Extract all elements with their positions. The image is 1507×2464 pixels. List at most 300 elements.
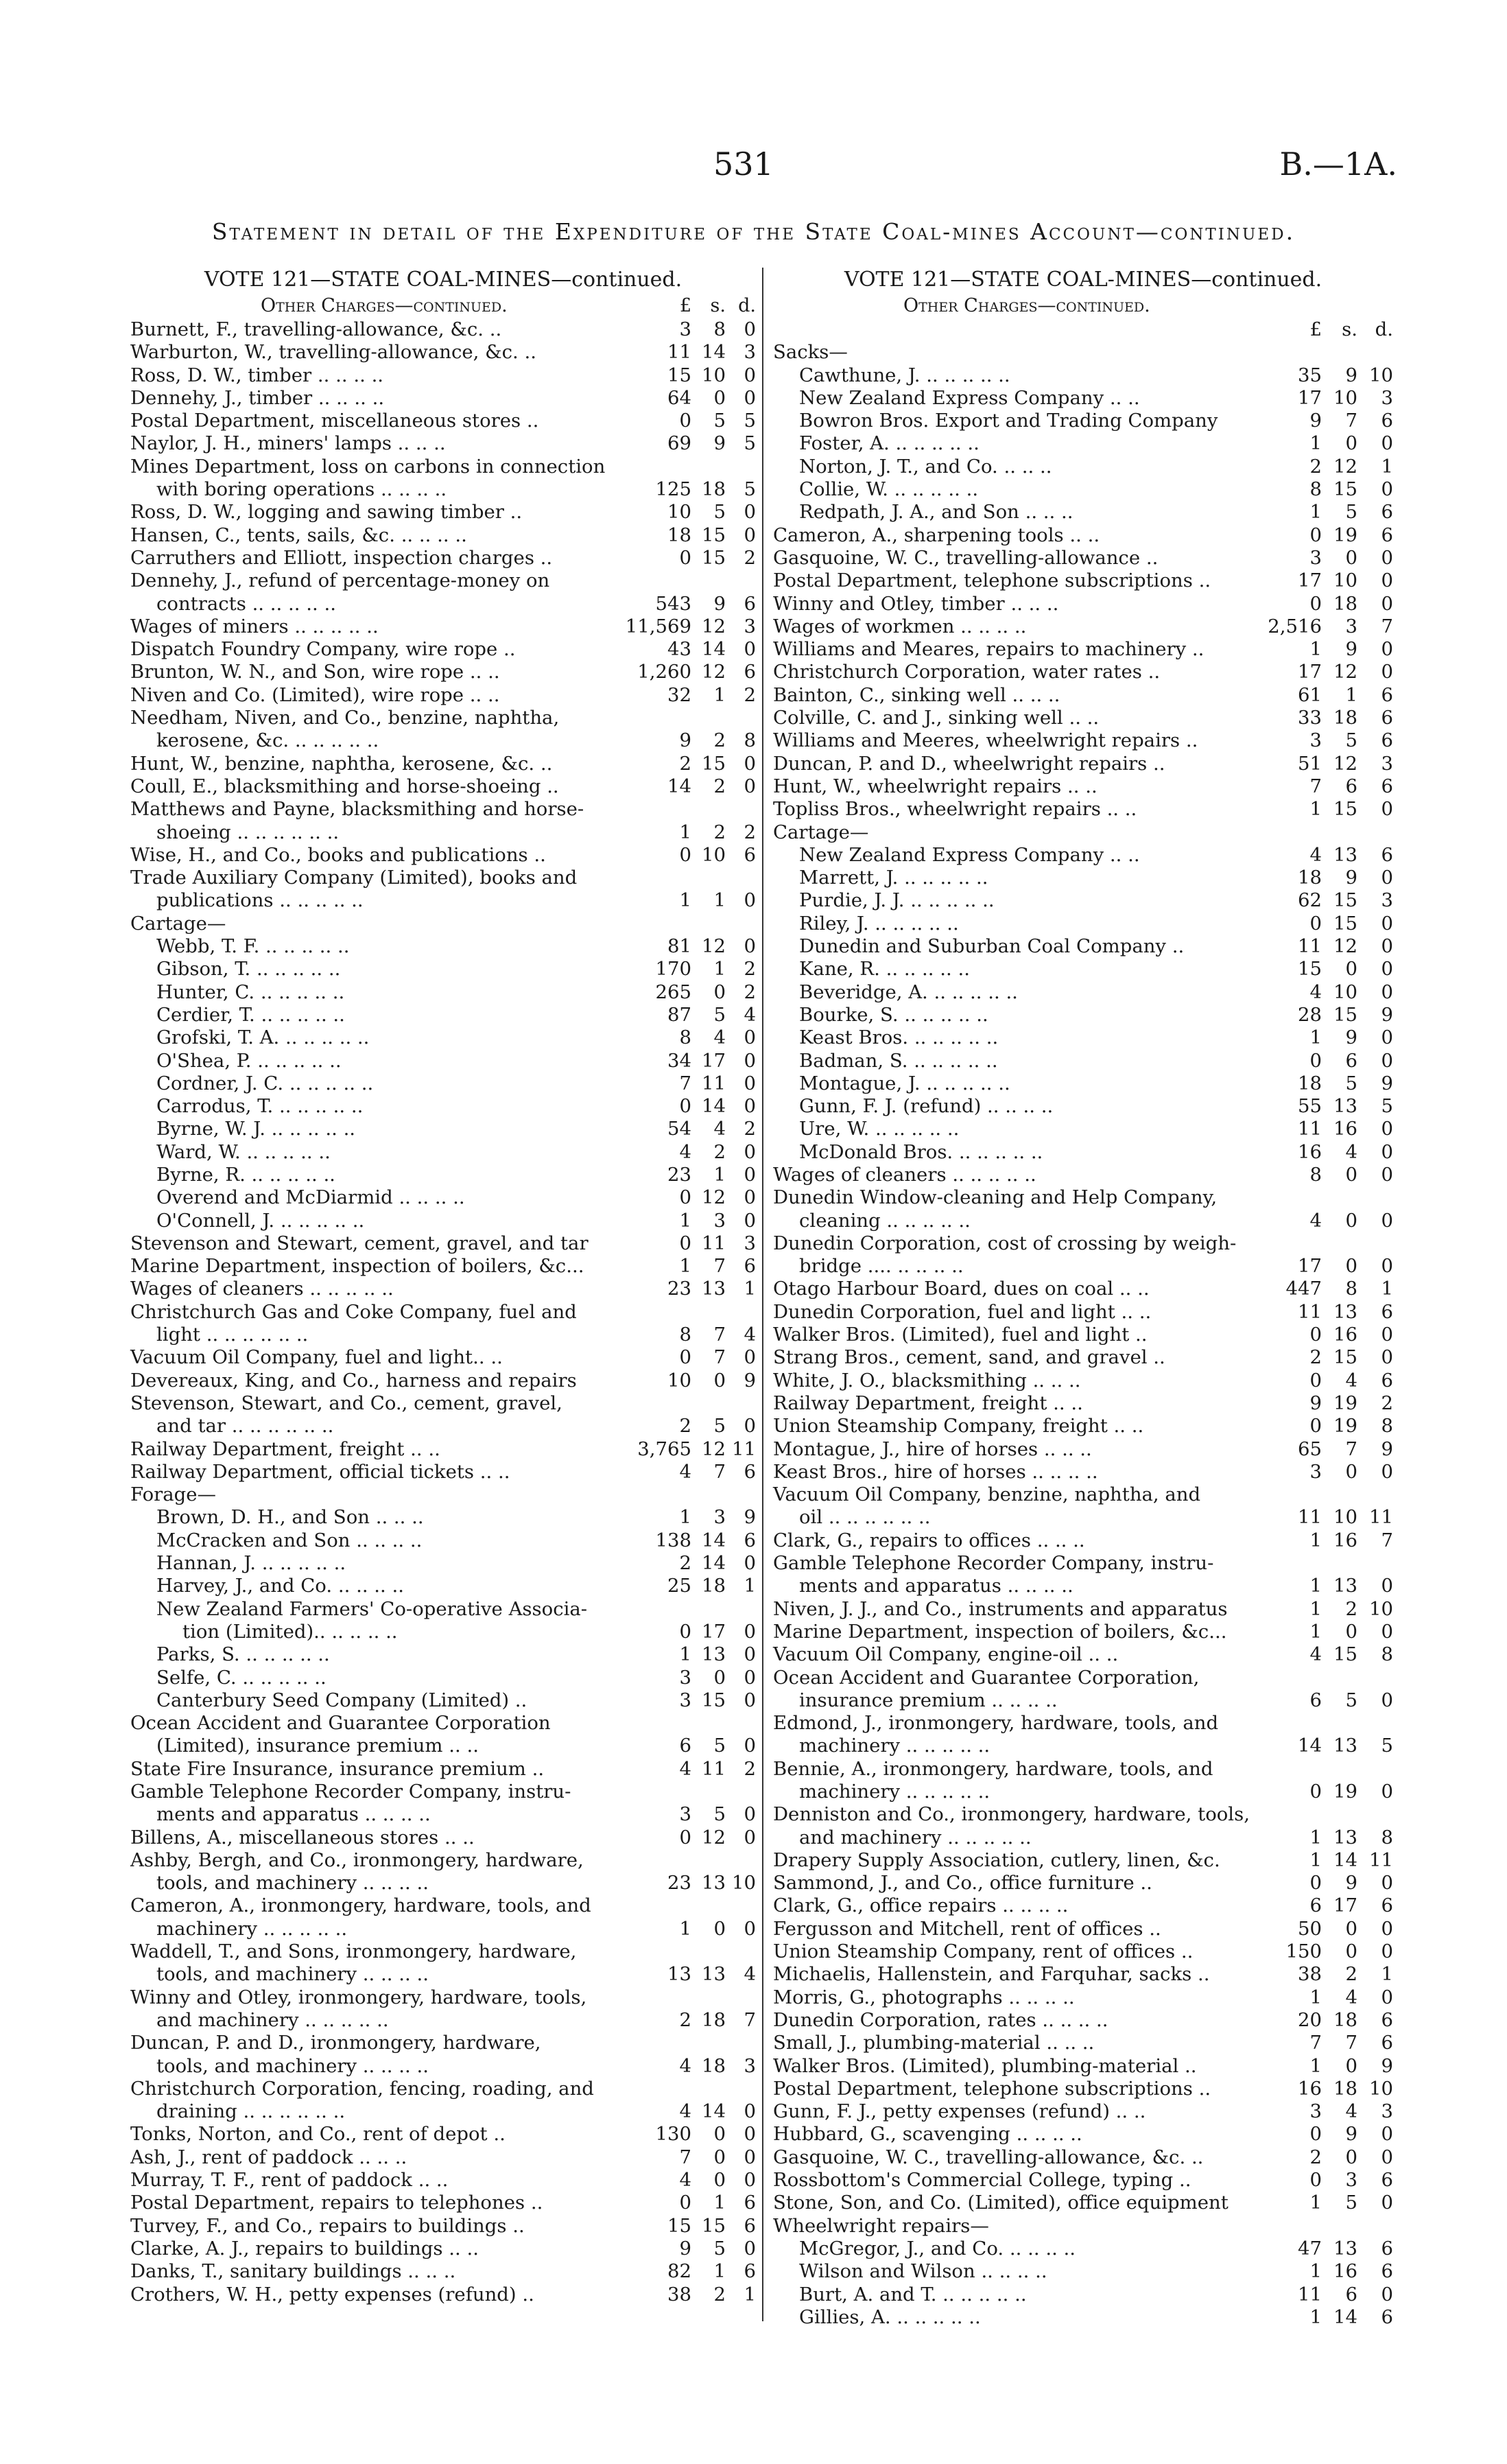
pounds-amount: 32 <box>667 683 691 706</box>
table-row <box>773 958 1393 981</box>
column-divider <box>762 268 763 2321</box>
pence-amount: 2 <box>744 981 756 1003</box>
pence-amount: 0 <box>1381 570 1393 592</box>
pounds-amount: 6 <box>1309 1894 1322 1917</box>
entry-description: Montague, J. .. .. .. .. .. <box>799 1072 1010 1094</box>
table-row <box>130 2284 756 2306</box>
pounds-amount: 265 <box>655 981 691 1003</box>
pounds-amount: 1 <box>1309 1575 1322 1597</box>
pounds-amount: 3,765 <box>637 1438 691 1460</box>
shillings-amount: 15 <box>702 546 726 569</box>
pence-amount: 0 <box>744 1620 756 1643</box>
entry-description: publications .. .. .. .. .. <box>156 889 364 912</box>
entry-description: Ocean Accident and Guarantee Corporation <box>130 1712 551 1735</box>
table-row <box>130 1346 756 1369</box>
entry-description: cleaning .. .. .. .. .. <box>799 1209 971 1232</box>
entry-description: Keast Bros., hire of horses .. .. .. .. <box>773 1460 1098 1483</box>
shillings-amount: 11 <box>702 1757 726 1780</box>
pence-amount: 5 <box>1381 1095 1393 1118</box>
pence-amount: 2 <box>1381 1392 1393 1414</box>
entry-description: Turvey, F., and Co., repairs to buildings .. <box>130 2214 525 2237</box>
pence-amount: 6 <box>744 843 756 866</box>
pounds-amount: 11 <box>1298 935 1322 958</box>
entry-description: New Zealand Express Company .. .. <box>799 386 1140 409</box>
shillings-amount: 10 <box>702 364 726 386</box>
entry-description: McDonald Bros. .. .. .. .. .. <box>799 1140 1043 1163</box>
entry-description: Gamble Telephone Recorder Company, instru- <box>773 1552 1214 1575</box>
table-row <box>773 2260 1393 2283</box>
pence-header: d. <box>738 295 756 316</box>
shillings-amount: 15 <box>702 524 726 546</box>
entry-description: Clarke, A. J., repairs to buildings .. .. <box>130 2237 479 2260</box>
entry-description: machinery .. .. .. .. .. <box>799 1735 990 1757</box>
pence-amount: 1 <box>1381 455 1393 478</box>
shillings-amount: 14 <box>702 341 726 364</box>
pence-amount: 6 <box>1381 1894 1393 1917</box>
shillings-amount: 16 <box>1333 1118 1357 1140</box>
table-row <box>130 1232 756 1255</box>
entry-description: Cartage— <box>130 912 226 935</box>
pence-amount: 9 <box>744 1369 756 1392</box>
pounds-amount: 14 <box>667 775 691 797</box>
table-row <box>773 638 1393 661</box>
shillings-amount: 12 <box>1333 455 1357 478</box>
pence-amount: 10 <box>1369 1597 1393 1620</box>
table-row <box>773 1529 1393 1552</box>
table-row <box>130 1918 756 1940</box>
shillings-amount: 4 <box>713 1118 726 1140</box>
pounds-amount: 3 <box>1309 729 1322 752</box>
pounds-amount: 4 <box>1309 843 1322 866</box>
table-row <box>130 821 756 844</box>
entry-description: Topliss Bros., wheelwright repairs .. .. <box>773 798 1137 821</box>
shillings-amount: 14 <box>702 638 726 661</box>
table-row <box>130 2032 756 2054</box>
pounds-amount: 13 <box>667 1963 691 1986</box>
pence-amount: 6 <box>1381 2260 1393 2283</box>
table-row <box>130 753 756 775</box>
table-row <box>773 2146 1393 2169</box>
table-row <box>130 889 756 912</box>
shillings-amount: 2 <box>713 821 726 843</box>
shillings-amount: 12 <box>702 615 726 637</box>
pounds-amount: 9 <box>679 729 691 752</box>
pounds-amount: 4 <box>1309 1643 1322 1666</box>
pence-amount: 6 <box>744 2214 756 2237</box>
pence-amount: 3 <box>744 1232 756 1254</box>
pounds-amount: 1 <box>1309 1620 1322 1643</box>
entry-description: Strang Bros., cement, sand, and gravel .. <box>773 1346 1165 1369</box>
table-row <box>773 1827 1393 1849</box>
table-row <box>773 501 1393 524</box>
pence-amount: 0 <box>1381 546 1393 569</box>
pounds-amount: 8 <box>679 1324 691 1346</box>
pence-amount: 0 <box>744 2123 756 2146</box>
pence-amount: 0 <box>744 501 756 524</box>
pence-amount: 0 <box>744 386 756 409</box>
pence-amount: 0 <box>744 1689 756 1711</box>
pounds-amount: 1 <box>1309 1026 1322 1049</box>
pence-amount: 1 <box>744 1575 756 1597</box>
entry-description: contracts .. .. .. .. .. <box>156 592 336 615</box>
pounds-amount: 7 <box>1309 2032 1322 2054</box>
table-row <box>130 1781 756 1803</box>
pence-amount: 0 <box>1381 2123 1393 2146</box>
table-row <box>130 1461 756 1483</box>
pence-amount: 0 <box>744 1026 756 1049</box>
entry-description: New Zealand Farmers' Co-operative Associa- <box>156 1597 588 1620</box>
pence-amount: 5 <box>1381 1735 1393 1757</box>
pence-amount: 6 <box>1381 2169 1393 2192</box>
entry-description: Vacuum Oil Company, fuel and light.. .. <box>130 1346 503 1369</box>
table-row <box>130 364 756 387</box>
pence-amount: 0 <box>1381 981 1393 1003</box>
entry-description: Small, J., plumbing-material .. .. .. <box>773 2032 1095 2054</box>
shillings-amount: 5 <box>1345 729 1357 752</box>
shillings-amount: 0 <box>713 981 726 1003</box>
shillings-amount: 7 <box>713 1255 726 1278</box>
pounds-amount: 38 <box>1298 1963 1322 1986</box>
table-row <box>773 2032 1393 2054</box>
pounds-amount: 2 <box>679 1552 691 1575</box>
table-row <box>130 1758 756 1781</box>
pence-amount: 6 <box>1381 2008 1393 2031</box>
table-row <box>773 1667 1393 1689</box>
shillings-amount: 9 <box>1345 1872 1357 1894</box>
entry-description: Gillies, A. .. .. .. .. .. <box>799 2305 981 2328</box>
pounds-amount: 61 <box>1298 683 1322 706</box>
pounds-amount: 15 <box>667 2214 691 2237</box>
pence-amount: 0 <box>1381 1940 1393 1963</box>
entry-description: Needham, Niven, and Co., benzine, naphtha, <box>130 707 560 729</box>
pounds-amount: 3 <box>1309 546 1322 569</box>
shillings-header: s. <box>1342 318 1357 340</box>
shillings-amount: 2 <box>713 729 726 752</box>
pounds-amount: 0 <box>679 1186 691 1209</box>
pounds-amount: 25 <box>667 1575 691 1597</box>
entry-description: Wages of workmen .. .. .. .. <box>773 615 1027 637</box>
table-row <box>773 661 1393 683</box>
entry-description: Rossbottom's Commercial College, typing .. <box>773 2169 1191 2192</box>
table-row <box>130 1849 756 1872</box>
pounds-amount: 43 <box>667 638 691 661</box>
entry-description: Railway Department, freight .. .. <box>130 1438 440 1460</box>
table-row <box>773 821 1393 844</box>
pence-amount: 0 <box>744 638 756 661</box>
table-row <box>130 1506 756 1529</box>
table-row <box>773 844 1393 867</box>
pounds-amount: 543 <box>655 592 691 615</box>
entry-description: Vacuum Oil Company, engine-oil .. .. <box>773 1643 1119 1666</box>
entry-description: Danks, T., sanitary buildings .. .. .. <box>130 2260 456 2283</box>
entry-description: Edmond, J., ironmongery, hardware, tools, and <box>773 1712 1219 1735</box>
pence-amount: 6 <box>744 2192 756 2214</box>
pence-amount: 0 <box>1381 1026 1393 1049</box>
pence-amount: 5 <box>744 432 756 455</box>
table-row <box>773 981 1393 1004</box>
pence-amount: 2 <box>744 1757 756 1780</box>
shillings-amount: 18 <box>702 1575 726 1597</box>
pence-amount: 2 <box>744 683 756 706</box>
pence-amount: 6 <box>744 1529 756 1551</box>
pounds-amount: 0 <box>1309 1369 1322 1392</box>
entry-description: Postal Department, telephone subscriptions .. <box>773 570 1211 592</box>
pounds-amount: 7 <box>679 1072 691 1094</box>
pounds-amount: 2 <box>1309 1346 1322 1369</box>
shillings-amount: 0 <box>1345 1209 1357 1232</box>
shillings-amount: 15 <box>1333 478 1357 501</box>
table-row <box>773 1986 1393 2009</box>
entry-description: Warburton, W., travelling-allowance, &c. .. <box>130 341 536 364</box>
shillings-amount: 10 <box>702 843 726 866</box>
shillings-amount: 1 <box>713 2260 726 2283</box>
pounds-amount: 14 <box>1298 1735 1322 1757</box>
table-row <box>130 798 756 821</box>
pounds-amount: 11 <box>1298 1300 1322 1323</box>
entry-description: Stevenson, Stewart, and Co., cement, gravel, <box>130 1392 562 1414</box>
pounds-amount: 1 <box>1309 1826 1322 1849</box>
entry-description: Crothers, W. H., petty expenses (refund) .. <box>130 2283 534 2305</box>
entry-description: Niven, J. J., and Co., instruments and apparatus <box>773 1597 1228 1620</box>
table-row <box>773 2055 1393 2078</box>
shillings-amount: 15 <box>702 752 726 775</box>
pence-amount: 0 <box>1381 1781 1393 1803</box>
table-row <box>130 684 756 707</box>
pence-amount: 8 <box>1381 1643 1393 1666</box>
pence-amount: 0 <box>744 889 756 912</box>
pounds-amount: 138 <box>655 1529 691 1551</box>
shillings-amount: 14 <box>702 2100 726 2123</box>
entry-description: Mines Department, loss on carbons in connection <box>130 455 606 478</box>
table-row <box>130 1621 756 1643</box>
shillings-amount: 6 <box>1345 2283 1357 2305</box>
table-row <box>130 2100 756 2123</box>
table-row <box>130 1483 756 1506</box>
entry-description: tion (Limited).. .. .. .. .. <box>182 1620 398 1643</box>
entry-description: Marine Department, inspection of boilers, &c... <box>773 1620 1227 1643</box>
shillings-amount: 13 <box>1333 843 1357 866</box>
pounds-amount: 1 <box>679 1209 691 1232</box>
entry-description: Ward, W. .. .. .. .. .. <box>156 1140 331 1163</box>
pence-amount: 0 <box>744 2169 756 2192</box>
entry-description: Railway Department, official tickets .. .. <box>130 1460 510 1483</box>
table-row <box>773 775 1393 798</box>
shillings-amount: 5 <box>713 410 726 432</box>
pounds-amount: 69 <box>667 432 691 455</box>
entry-description: Bowron Bros. Export and Trading Company <box>799 410 1218 432</box>
entry-description: Wise, H., and Co., books and publications .. <box>130 843 546 866</box>
pence-amount: 6 <box>1381 524 1393 546</box>
entry-description: White, J. O., blacksmithing .. .. .. <box>773 1369 1081 1392</box>
pounds-amount: 1 <box>679 1255 691 1278</box>
shillings-amount: 12 <box>702 935 726 958</box>
entry-description: Dennehy, J., timber .. .. .. .. <box>130 386 385 409</box>
pounds-amount: 10 <box>667 1369 691 1392</box>
pence-amount: 6 <box>1381 410 1393 432</box>
pounds-amount: 1 <box>679 1917 691 1940</box>
pounds-amount: 1 <box>1309 2305 1322 2328</box>
table-row <box>773 913 1393 935</box>
table-row <box>130 1415 756 1438</box>
shillings-amount: 4 <box>1345 1140 1357 1163</box>
pounds-amount: 7 <box>1309 775 1322 797</box>
entry-description: Naylor, J. H., miners' lamps .. .. .. <box>130 432 446 455</box>
table-row <box>773 2169 1393 2192</box>
entry-description: ments and apparatus .. .. .. .. <box>156 1803 431 1826</box>
shillings-amount: 1 <box>713 958 726 981</box>
table-row <box>130 1689 756 1712</box>
pounds-amount: 0 <box>679 1620 691 1643</box>
pence-amount: 0 <box>1381 912 1393 935</box>
entry-description: Ash, J., rent of paddock .. .. .. <box>130 2146 407 2168</box>
table-row <box>773 1118 1393 1140</box>
pence-amount: 4 <box>744 1003 756 1026</box>
pounds-amount: 0 <box>679 1826 691 1849</box>
table-row <box>130 456 756 478</box>
pounds-amount: 447 <box>1285 1278 1322 1300</box>
shillings-amount: 2 <box>1345 1963 1357 1986</box>
pence-amount: 9 <box>1381 1438 1393 1460</box>
entry-description: Sacks— <box>773 341 848 364</box>
entry-description: Dunedin Corporation, cost of crossing by weigh- <box>773 1232 1237 1254</box>
pence-amount: 6 <box>1381 1300 1393 1323</box>
table-row <box>773 1712 1393 1735</box>
table-row <box>130 1095 756 1118</box>
table-row <box>130 2260 756 2283</box>
shillings-amount: 7 <box>713 1346 726 1369</box>
table-row <box>773 1940 1393 1963</box>
pence-amount: 0 <box>744 2100 756 2123</box>
pounds-amount: 23 <box>667 1872 691 1894</box>
entry-description: Devereaux, King, and Co., harness and repairs <box>130 1369 577 1392</box>
pounds-amount: 0 <box>1309 2169 1322 2192</box>
shillings-amount: 12 <box>702 1826 726 1849</box>
pence-amount: 0 <box>744 1346 756 1369</box>
pounds-header: £ <box>1309 318 1322 340</box>
entry-description: kerosene, &c. .. .. .. .. .. <box>156 729 379 752</box>
pence-amount: 0 <box>744 1643 756 1666</box>
pence-amount: 2 <box>744 958 756 981</box>
table-row <box>773 1141 1393 1164</box>
table-row <box>773 1849 1393 1872</box>
table-row <box>773 2100 1393 2123</box>
table-row <box>773 1461 1393 1483</box>
shillings-amount: 1 <box>713 683 726 706</box>
pounds-amount: 8 <box>1309 478 1322 501</box>
shillings-amount: 0 <box>1345 432 1357 455</box>
pence-amount: 0 <box>1381 1118 1393 1140</box>
entry-description: Ocean Accident and Guarantee Corporation, <box>773 1666 1200 1689</box>
shillings-amount: 0 <box>1345 958 1357 981</box>
pounds-amount: 17 <box>1298 570 1322 592</box>
table-row <box>130 478 756 501</box>
table-row <box>773 798 1393 821</box>
table-row <box>773 1803 1393 1826</box>
pounds-amount: 4 <box>1309 1209 1322 1232</box>
shillings-amount: 8 <box>1345 1278 1357 1300</box>
pence-amount: 0 <box>1381 432 1393 455</box>
entry-description: Hunt, W., benzine, naphtha, kerosene, &c. .. <box>130 752 553 775</box>
shillings-amount: 18 <box>1333 707 1357 729</box>
document-reference: B.—1A. <box>1279 145 1397 183</box>
shillings-amount: 13 <box>1333 1575 1357 1597</box>
pounds-amount: 0 <box>1309 524 1322 546</box>
shillings-amount: 0 <box>1345 2146 1357 2168</box>
shillings-amount: 12 <box>1333 661 1357 683</box>
shillings-amount: 4 <box>713 1026 726 1049</box>
entry-description: Drapery Supply Association, cutlery, linen, &c. <box>773 1849 1220 1871</box>
shillings-amount: 19 <box>1333 1781 1357 1803</box>
entry-description: Foster, A. .. .. .. .. .. <box>799 432 980 455</box>
table-row <box>130 775 756 798</box>
pence-amount: 2 <box>744 1118 756 1140</box>
shillings-amount: 15 <box>1333 798 1357 821</box>
pence-amount: 0 <box>1381 1917 1393 1940</box>
shillings-amount: 18 <box>702 478 726 501</box>
pence-amount: 10 <box>732 1872 756 1894</box>
pence-amount: 5 <box>744 410 756 432</box>
shillings-amount: 9 <box>1345 638 1357 661</box>
entry-description: Clark, G., office repairs .. .. .. .. <box>773 1894 1069 1917</box>
pounds-amount: 16 <box>1298 2077 1322 2100</box>
table-row <box>773 1506 1393 1529</box>
pence-amount: 0 <box>1381 798 1393 821</box>
shillings-amount: 15 <box>1333 1003 1357 1026</box>
entry-description: Morris, G., photographs .. .. .. .. <box>773 1986 1075 2008</box>
table-row <box>773 1095 1393 1118</box>
entry-description: Redpath, J. A., and Son .. .. .. <box>799 501 1073 524</box>
shillings-amount: 9 <box>1345 364 1357 386</box>
pounds-amount: 1,260 <box>637 661 691 683</box>
table-row <box>773 478 1393 501</box>
pounds-amount: 6 <box>679 1735 691 1757</box>
pence-amount: 0 <box>1381 1460 1393 1483</box>
entry-description: Colville, C. and J., sinking well .. .. <box>773 707 1100 729</box>
pence-amount: 0 <box>1381 1872 1393 1894</box>
shillings-amount: 13 <box>1333 1826 1357 1849</box>
pence-amount: 0 <box>1381 638 1393 661</box>
pounds-amount: 4 <box>1309 981 1322 1003</box>
pounds-amount: 87 <box>667 1003 691 1026</box>
pence-amount: 6 <box>1381 2237 1393 2260</box>
entry-description: Niven and Co. (Limited), wire rope .. .. <box>130 683 500 706</box>
entry-description: Cameron, A., ironmongery, hardware, tools, and <box>130 1894 591 1917</box>
shillings-amount: 0 <box>1345 1620 1357 1643</box>
table-row <box>773 456 1393 478</box>
pounds-amount: 3 <box>679 318 691 340</box>
entry-description: Forage— <box>130 1483 217 1506</box>
pence-amount: 9 <box>744 1506 756 1529</box>
table-row <box>773 1963 1393 1986</box>
pence-amount: 6 <box>744 2260 756 2283</box>
entry-description: Dennehy, J., refund of percentage-money on <box>130 570 550 592</box>
shillings-amount: 0 <box>1345 546 1357 569</box>
pounds-amount: 0 <box>1309 1415 1322 1438</box>
pence-amount: 1 <box>1381 1963 1393 1986</box>
pence-amount: 0 <box>744 752 756 775</box>
shillings-amount: 18 <box>1333 592 1357 615</box>
entry-description: Hansen, C., tents, sails, &c. .. .. .. .. <box>130 524 467 546</box>
table-row <box>130 2192 756 2214</box>
table-row <box>773 1210 1393 1232</box>
entry-description: Beveridge, A. .. .. .. .. .. <box>799 981 1018 1003</box>
entry-description: Wages of cleaners .. .. .. .. .. <box>773 1163 1036 1186</box>
table-row <box>130 1026 756 1049</box>
shillings-amount: 13 <box>702 1872 726 1894</box>
pence-amount: 0 <box>1381 1049 1393 1072</box>
pounds-amount: 8 <box>1309 1163 1322 1186</box>
table-row <box>773 1872 1393 1894</box>
